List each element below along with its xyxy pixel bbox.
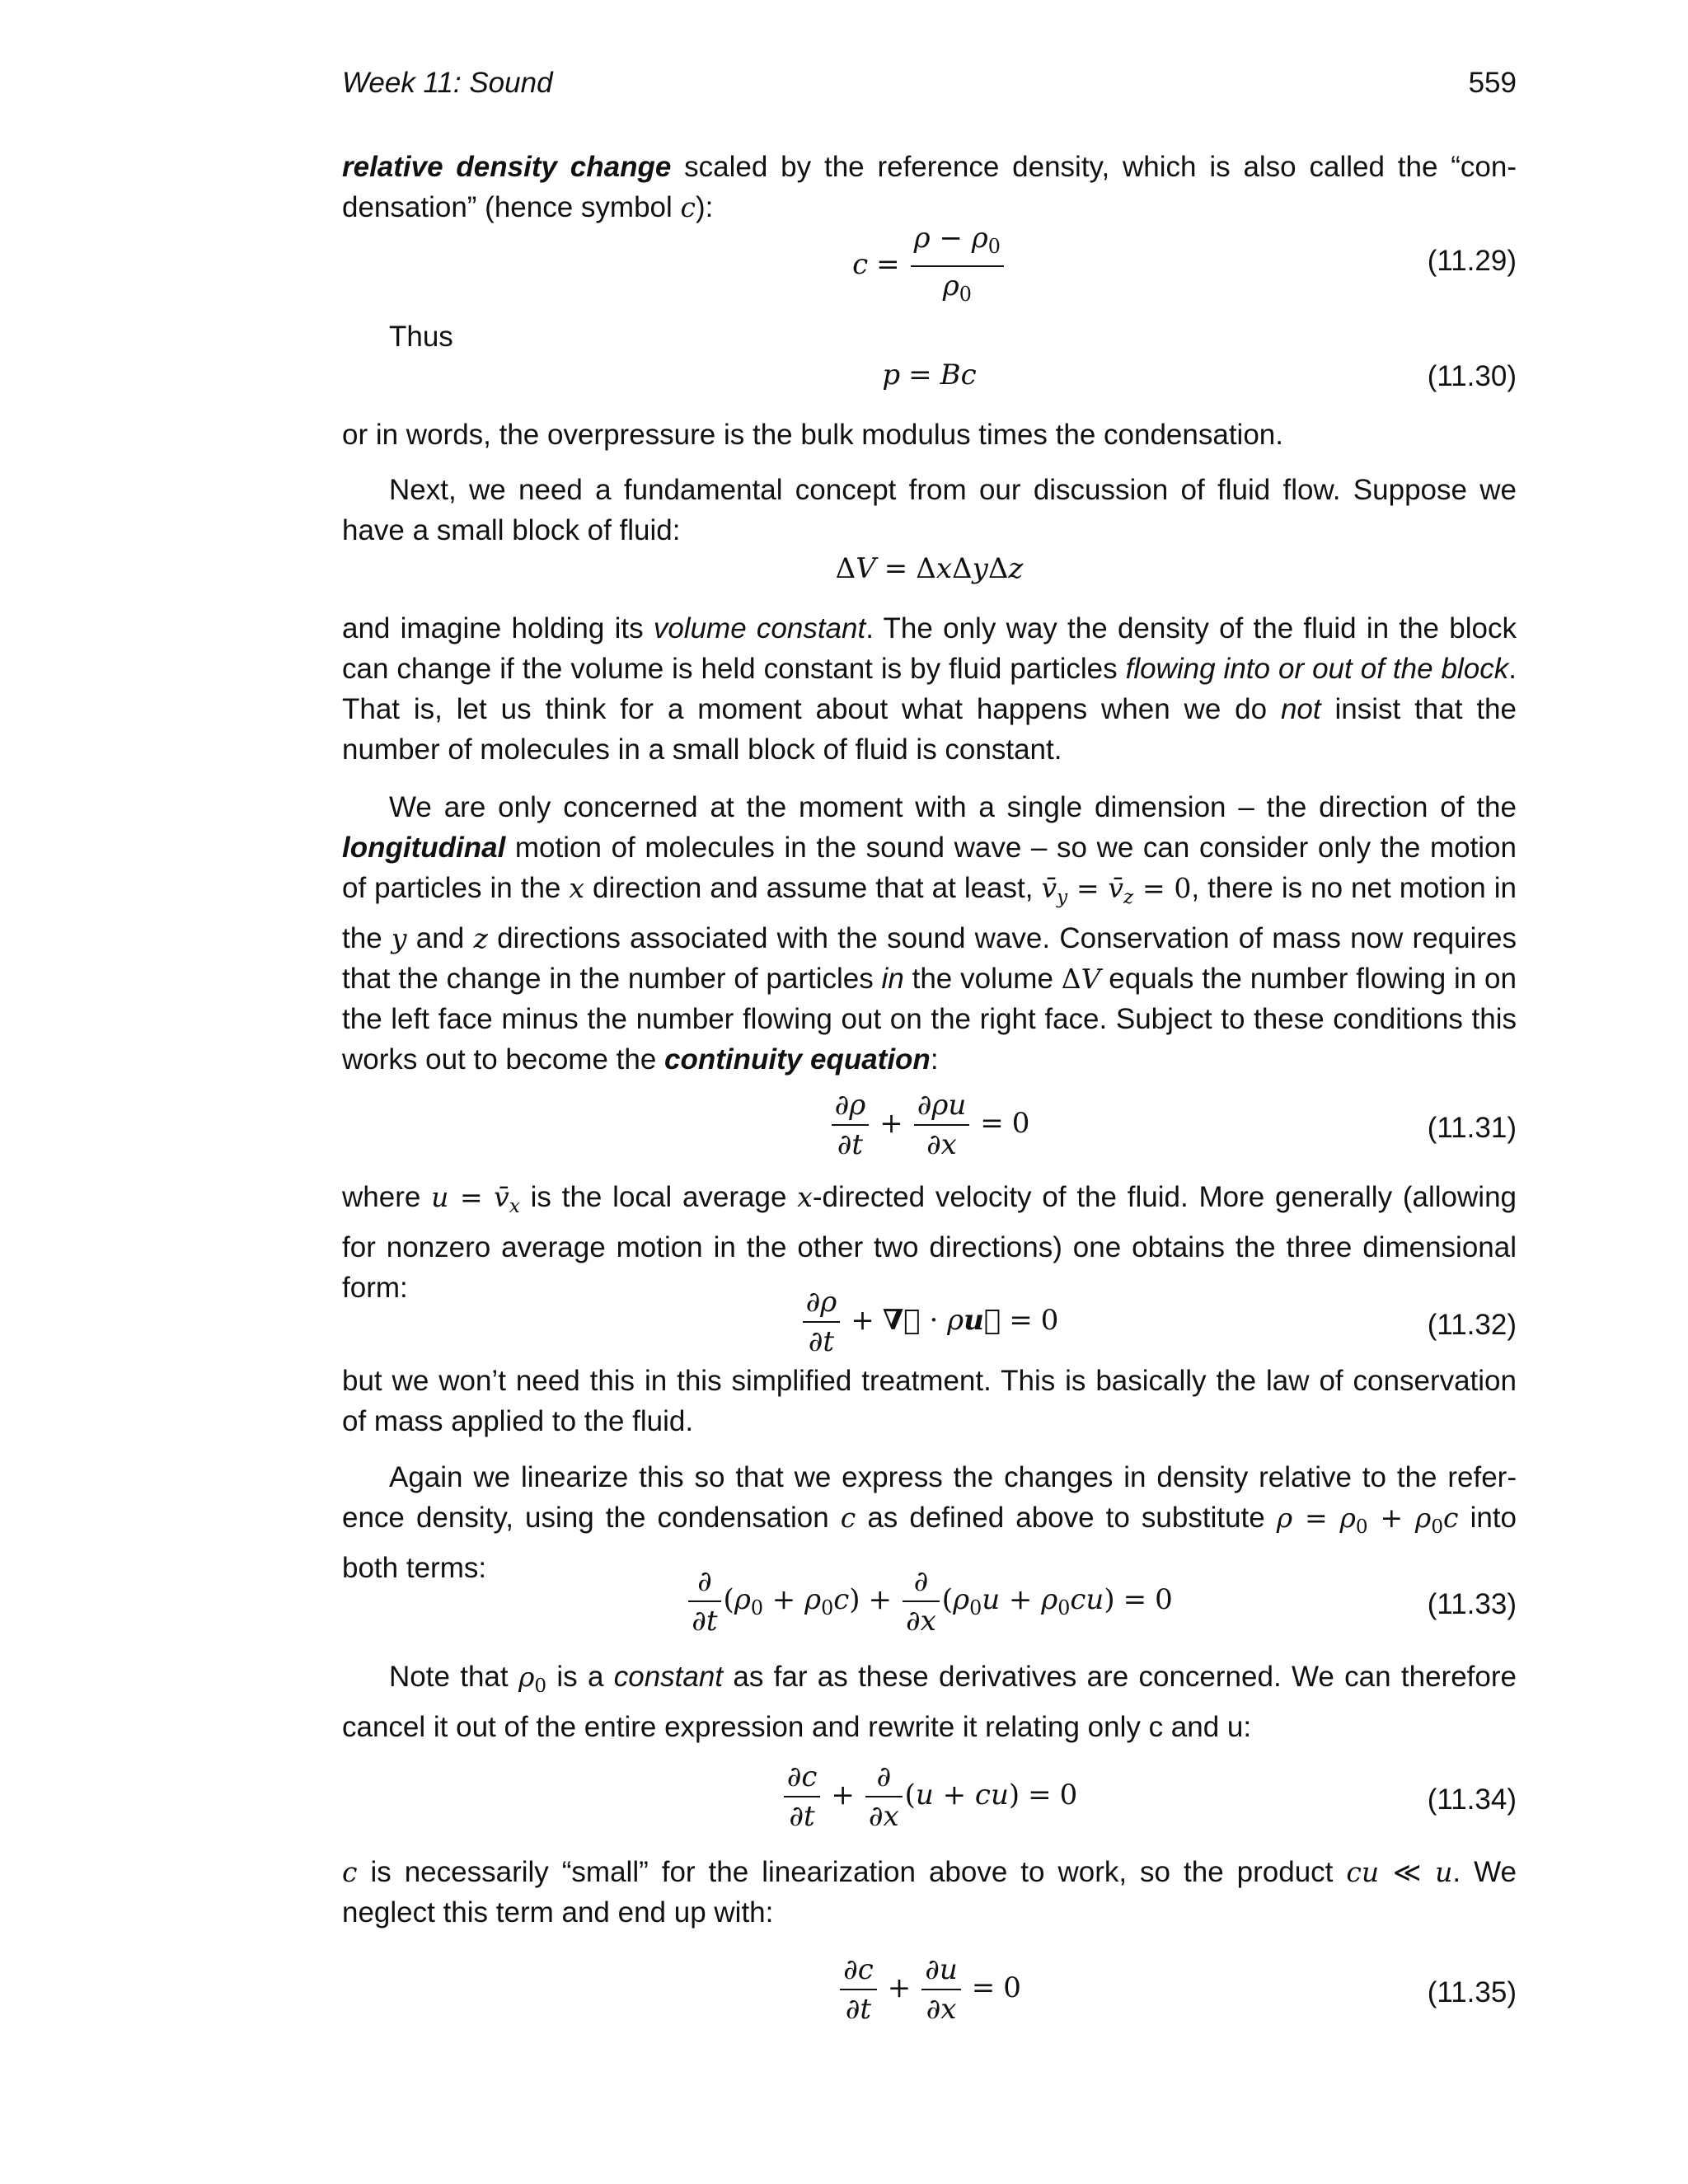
equation-number: (11.35)	[1427, 1976, 1517, 2008]
paragraph-condensation: relative density change scaled by the reference density, which is also called the “con-densation” (hence symbol c):	[342, 151, 1517, 223]
paragraph-small-c: c is necessarily “small” for the linearization above to work, so the product cu ≪ u. We neglect this term and end up with:	[342, 1856, 1517, 1929]
paragraph-local-velocity: where $u = v̄_x$ is the local average x-directed velocity of the fluid. More generally (allowing for nonzero average motion in the other two directions) one obtains the three dimensional form:	[342, 1181, 1517, 1304]
paragraph-fluid-block: Next, we need a fundamental concept from our discussion of fluid flow. Suppose we have a small block of fluid:	[342, 474, 1517, 546]
chapter-title: Week 11: Sound	[342, 67, 553, 99]
equation-number: (11.32)	[1427, 1309, 1517, 1341]
equation-number: (11.34)	[1427, 1783, 1517, 1816]
term-relative-density-change: relative density change	[342, 151, 672, 183]
equation-11-32: $\frac{\partial\rho}{\partial t}$ + ∇⃗ · ρu⃗ = 0 (11.32)	[342, 1283, 1517, 1366]
equation-11-35: $\frac{\partial c}{\partial t}$ + $\frac{\partial u}{\partial x}$ = 0 (11.35)	[342, 1951, 1517, 2033]
paragraph-overpressure: or in words, the overpressure is the bulk modulus times the condensation.	[342, 419, 1283, 451]
running-header	[342, 63, 1517, 104]
equation-number: (11.30)	[1427, 360, 1517, 392]
equation-number: (11.29)	[1427, 245, 1517, 277]
equation-number: (11.31)	[1427, 1112, 1517, 1144]
paragraph-rho0-constant: Note that $\rho_0$ is a constant as far as these derivatives are concerned. We can therefore cancel it out of the entire expression and rewrite it relating only c and u:	[342, 1661, 1517, 1743]
equation-11-31: $\frac{\partial\rho}{\partial t}$ + $\frac{\partial\rho u}{\partial x}$ = 0 (11.31)	[342, 1086, 1517, 1169]
paragraph-linearize: Again we linearize this so that we express the changes in density relative to the refer-ence density, using the condensation c as defined above to substitute $\rho = \rho_0 + \rho_0c$ into both terms:	[342, 1461, 1517, 1584]
paragraph-continuity: We are only concerned at the moment with a single dimension – the direction of the longitudinal motion of molecules in the sound wave – so we can consider only the motion of particles in the x direction and assume that at least, $v̄_y$ = $v̄_z = 0$, there is no net motion in the y and z directions associated with the sound wave. Conservation of mass now requires that the change in the number of particles in the volume ΔV equals the number flowing in on the left face minus the number flowing out on the right face. Subject to these conditions this works out to become the continuity equation:	[342, 791, 1517, 1076]
paragraph-thus: Thus	[389, 321, 453, 353]
equation-number: (11.33)	[1427, 1588, 1517, 1620]
equation-11-34: $\frac{\partial c}{\partial t}$ + $\frac{\partial}{\partial x}$ (u + cu) = 0 (11.34)	[342, 1758, 1517, 1840]
equation-11-33: $\frac{\partial}{\partial t}$ $(\rho_0 + \rho_0c)$ + $\frac{\partial}{\partial x}$ $(\rho_0u + \rho_0cu) = 0$ (11.33)	[342, 1563, 1517, 1645]
equation-11-29: c = $\frac{\rho - \rho_0}{\rho_0}$ (11.29)	[342, 219, 1517, 302]
equation-11-30: p = Bc (11.30)	[342, 354, 1517, 396]
equation-delta-v: ΔV = ΔxΔyΔz	[835, 552, 1024, 585]
page-number: 559	[1468, 67, 1517, 99]
paragraph-conservation-mass: but we won’t need this in this simplified treatment. This is basically the law of conservation of mass applied to the fluid.	[342, 1365, 1517, 1437]
paragraph-volume-constant: and imagine holding its volume constant. The only way the density of the fluid in the block can change if the volume is held constant is by fluid particles flowing into or out of the block. That is, let us think for a moment about what happens when we do not insist that the number of molecules in a small block of fluid is constant.	[342, 612, 1517, 766]
document-page	[342, 0, 1517, 2184]
